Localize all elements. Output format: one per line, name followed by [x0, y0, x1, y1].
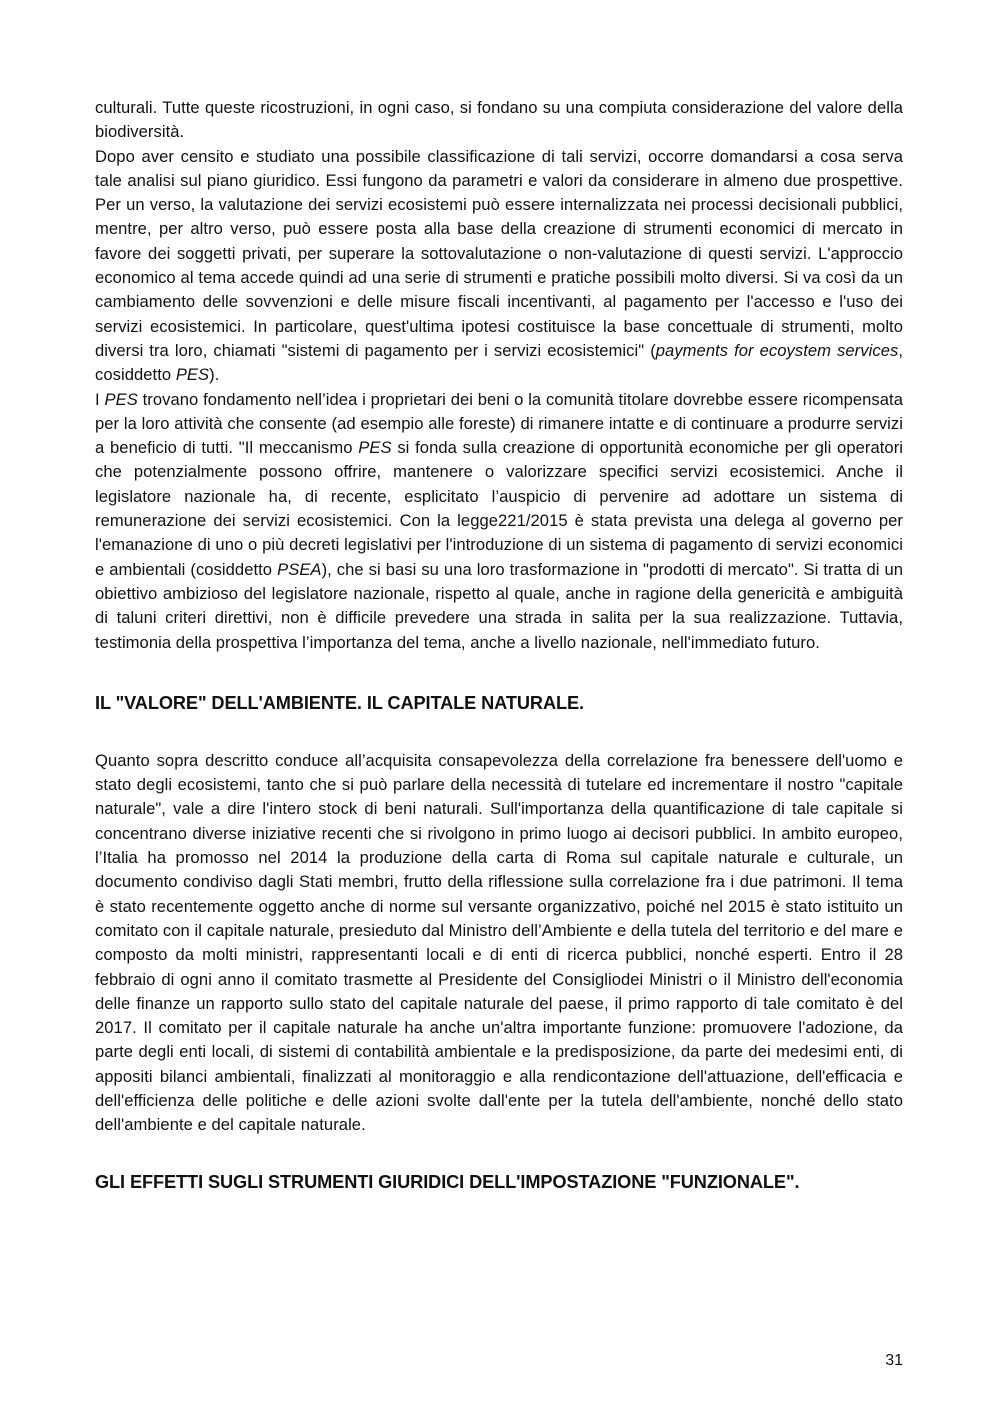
- paragraph-text: trovano fondamento nell’idea i proprietari dei beni o la comunità titolare dovrebbe essere ricompensata per la loro attività che consente (ad esempio alle foreste) di rimanere intatte e di continuare a produrre servizi a beneficio di tutti. "Il meccanismo: [95, 389, 903, 458]
- paragraph-text: si fonda sulla creazione di opportunità economiche per gli operatori che potenzialmente possono offrire, mantenere o valorizzare specifici servizi ecosistemici. Anche il legislatore nazionale ha, di recente, esplicitato l’auspicio di pervenire ad adottare un sistema di remunerazione dei servizi ecosistemici. Con la legge221/2015 è stata prevista una delega al governo per l'emanazione di uno o più decreti legislativi per l'introduzione di un sistema di pagamento di servizi economici e ambientali (cosiddetto: [95, 438, 904, 579]
- paragraph-text: Dopo aver censito e studiato una possibile classificazione di tali servizi, occorre domandarsi a cosa serva tale analisi sul piano giuridico. Essi fungono da parametri e valori da considerare in almeno due prospettive. Per un verso, la valutazione dei servizi ecosistemi può essere internalizzata nei processi decisionali pubblici, mentre, per altro verso, può essere posta alla base della creazione di strumenti economici di mercato in favore dei soggetti privati, per superare la sottovalutazione o non-valutazione di questi servizi. L'approccio economico al tema accede quindi ad una serie di strumenti e pratiche possibili molto diversi. Si va così da un cambiamento delle sovvenzioni e delle misure fiscali incentivanti, al pagamento per l'accesso e l'uso dei servizi ecosistemici. In particolare, quest'ultima ipotesi costituisce la base concettuale di strumenti, molto diversi tra loro, chiamati "sistemi di pagamento per i servizi ecosistemici" (: [95, 146, 903, 360]
- section-heading-effetti: GLI EFFETTI SUGLI STRUMENTI GIURIDICI DELL'IMPOSTAZIONE "FUNZIONALE".: [95, 1171, 800, 1192]
- italic-term: PSEA: [277, 559, 322, 579]
- page-number: 31: [885, 1352, 903, 1369]
- paragraph-text: , cosiddetto: [95, 340, 903, 385]
- italic-term: PES: [358, 438, 392, 458]
- paragraph-ecosystem-services: [95, 145, 903, 388]
- italic-term: payments for ecoystem services: [655, 340, 899, 360]
- document-page: [95, 96, 903, 1194]
- paragraph-pes: [95, 388, 903, 655]
- italic-term: PES: [104, 389, 138, 409]
- paragraph-text: ).: [209, 365, 220, 385]
- italic-term: PES: [175, 365, 210, 385]
- paragraph-text: I: [95, 389, 105, 409]
- paragraph-biodiversity: culturali. Tutte queste ricostruzioni, in ogni caso, si fondano su una compiuta considerazione del valore della biodiversità.: [95, 98, 903, 142]
- paragraph-text: ), che si basi su una loro trasformazione in "prodotti di mercato". Si tratta di un obiettivo ambizioso del legislatore nazionale, rispetto al quale, anche in ragione della genericità e ambiguità di taluni criteri direttivi, non è difficile prevedere una strada in salita per la sua realizzazione. Tuttavia, testimonia della prospettiva l’importanza del tema, anche a livello nazionale, nell'immediato futuro.: [95, 559, 904, 652]
- section-heading-valore: IL "VALORE" DELL'AMBIENTE. IL CAPITALE NATURALE.: [95, 692, 584, 713]
- paragraph-natural-capital: Quanto sopra descritto conduce all’acquisita consapevolezza della correlazione fra benessere dell'uomo e stato degli ecosistemi, tanto che si può parlare della necessità di tutelare ed incrementare il nostro "capitale naturale", vale a dire l'intero stock di beni naturali. Sull'importanza della quantificazione di tale capitale si concentrano diverse iniziative recenti che si rivolgono in primo luogo ai decisori pubblici. In ambito europeo, l’Italia ha promosso nel 2014 la produzione della carta di Roma sul capitale naturale e culturale, un documento condiviso dagli Stati membri, frutto della riflessione sulla correlazione fra i due patrimoni. Il tema è stato recentemente oggetto anche di norme sul versante organizzativo, poiché nel 2015 è stato istituito un comitato con il capitale naturale, presieduto dal Ministro dell’Ambiente e della tutela del territorio e del mare e composto da molti ministri, rappresentanti locali e di enti di ricerca pubblici, nonché esperti. Entro il 28 febbraio di ogni anno il comitato trasmette al Presidente del Consigliodei Ministri o il Ministro dell'economia delle finanze un rapporto sullo stato del capitale naturale del paese, il primo rapporto di tale comitato è del 2017. Il comitato per il capitale naturale ha anche un'altra importante funzione: promuovere l'adozione, da parte degli enti locali, di sistemi di contabilità ambientale e la predisposizione, da parte dei medesimi enti, di appositi bilanci ambientali, finalizzati al monitoraggio e alla rendicontazione dell'attuazione, dell'efficacia e dell'efficienza delle politiche e delle azioni svolte dall'ente per la tutela dell'ambiente, nonché dello stato dell'ambiente e del capitale naturale.: [95, 750, 903, 1135]
